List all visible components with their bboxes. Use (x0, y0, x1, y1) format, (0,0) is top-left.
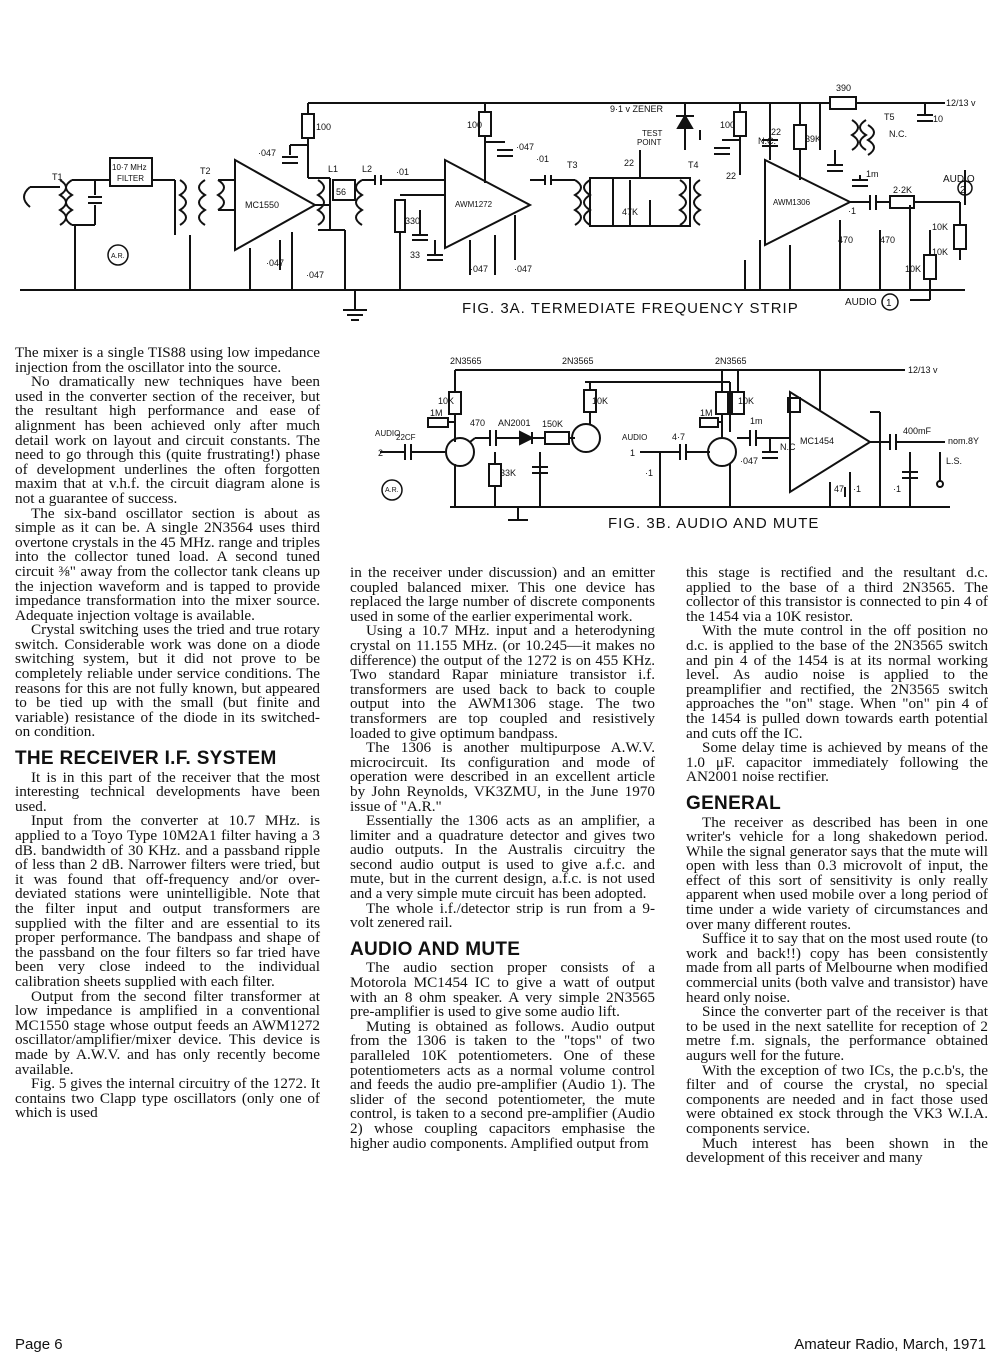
r22k-label: 2·2K (893, 185, 913, 195)
col2-paragraph-5: The whole i.f./detector strip is run from a 9-volt zenered rail. (350, 899, 655, 932)
col3-paragraph-3: Some delay time is achieved by means of the 1.0 μF. capacitor immediately following the AN2001 noise rectifier. (686, 739, 988, 786)
audio-in-number: 2 (378, 448, 384, 458)
c047d-label: ·047 (516, 142, 535, 152)
fig3b-ar-text: A.R. (385, 487, 399, 494)
t1-label: T1 (52, 172, 63, 182)
q3-label: 2N3565 (715, 356, 747, 366)
c470b-label: 470 (880, 235, 896, 245)
testpoint-label-2: POINT (637, 138, 662, 147)
q2-label: 2N3565 (562, 356, 594, 366)
col1-paragraph-6: Input from the converter at 10.7 MHz. is applied to a Toyo Type 10M2A1 filter having a 3 dB. bandwidth of 30 KHz. and a passband ripple of less than 2 dB. Narrower filters were tried, but it was found that off-frequency and/or over-deviated stations were unintelligible. Note that the filter input and output transformers are supplied with the filter and are essential to its proper performance. The bandpass and shape of the passband on the four filters so far tried have been very close indeed to the individual calibration sheets supplied with each filter. (15, 812, 320, 990)
c22-label: 22CF (396, 433, 416, 442)
col2-paragraph-6: The audio section proper consists of a Motorola MC1454 IC to give a watt of output with an 8 ohm speaker. A very simple 2N3565 pre-amplifier is used to give some audio lift. (350, 959, 655, 1021)
fig3b-c1m-label: 1m (750, 416, 763, 426)
c400-label: 400mF (903, 426, 932, 436)
col2-paragraph-4: Essentially the 1306 acts as an amplifier, a limiter and a quadrature detector and gives two audio outputs. In the Australis circuitry the second audio output is used to give a.f.c. and mute, but in the current design, a.f.c. is not used and a very simple mute circuit has been adopted. (350, 812, 655, 903)
c1c-label: ·1 (893, 484, 902, 494)
c1-label: ·1 (645, 468, 654, 478)
supply-label: 12/13 v (946, 98, 976, 108)
c1b-label: ·1 (853, 484, 862, 494)
awm1306-label: AWM1306 (773, 198, 811, 207)
c047c-label: ·047 (306, 270, 325, 280)
c047e-label: ·047 (470, 264, 489, 274)
r390-label: 390 (836, 83, 852, 93)
c22b-label: 22 (726, 171, 737, 181)
text-column-3 (686, 566, 988, 1166)
audio2-label: AUDIO (943, 174, 975, 185)
col3-paragraph-1: this stage is rectified and the resultant d.c. applied to the base of a third 2N3565. The collector of this transistor is connected to pin 4 of the 1454 via a 10K resistor. (686, 564, 988, 625)
text-column-2 (350, 566, 655, 1151)
r10k1-label: 10K (438, 396, 455, 406)
text-column-1 (15, 346, 320, 1121)
publication-footer: Amateur Radio, March, 1971 (794, 1336, 986, 1353)
col3-paragraph-5: Suffice it to say that on the most used route (to work and back!!) copy has been consistently made from all parts of Melbourne when modified commercial units (both valve and transistor) have heard only noise. (686, 930, 988, 1006)
c56-label: 56 (336, 187, 347, 197)
t2-label: T2 (200, 166, 211, 176)
nc1-label: N.C. (758, 136, 776, 146)
c470a-label: 470 (838, 235, 854, 245)
col1-paragraph-8: Fig. 5 gives the internal circuitry of the 1272. It contains two Clapp type oscillators (only one of which is used (15, 1075, 320, 1122)
col2-paragraph-7: Muting is obtained as follows. Audio output from the 1306 is taken to the "tops" of two paralleled 10K potentiometers. One of these potentiometers acts as a normal volume control and feeds the audio pre-amplifier (Audio 1). The slider of the second potentiometer, the mute control, is taken to a second pre-amplifier (Audio 2) whose coupling capacitors emphasise the higher audio components. Amplified output from (350, 1017, 655, 1152)
page-number: Page 6 (15, 1336, 63, 1353)
col2-paragraph-2: Using a 10.7 MHz. input and a heterodyning crystal on 11.155 MHz. (or 10.245—it makes no difference) the output of the 1272 is on 455 KHz. Two standard Rapar miniature transistor i.f. transformers are used back to back to couple output into the AWM1306 stage. The two transformers are top coupled and resistively loaded to give optimum bandpass. (350, 622, 655, 742)
col1-paragraph-2: No dramatically new techniques have been used in the converter section of the receiver, but the resultant high performance and ease of alignment has been achieved only after much detail work on layout and circuit constants. The need to go through this (quite frustrating!) phase of development underlines the often forgotten maxim that at v.h.f. the circuit diagram alone is not a guarantee of success. (15, 373, 320, 507)
r33k-label: 33K (500, 468, 517, 478)
col1-paragraph-1: The mixer is a single TIS88 using low impedance injection from the oscillator into the source. (15, 344, 320, 376)
audio2-number: 2 (960, 185, 966, 196)
r39k-label: 39K (805, 134, 822, 144)
q1-label: 2N3565 (450, 356, 482, 366)
col3-paragraph-7: With the exception of two ICs, the p.c.b's, the filter and of course the crystal, no special components are needed and in fact those used were obtained ex stock through the VK3 W.I.A. components service. (686, 1061, 988, 1137)
c01a-label: ·01 (396, 167, 410, 177)
l1-label: L1 (328, 164, 339, 174)
ls-label: L.S. (946, 456, 963, 466)
audio-in-label: AUDIO (375, 429, 401, 438)
r100a-label: 100 (316, 122, 332, 132)
audio1-label: AUDIO (845, 297, 877, 308)
an2001-label: AN2001 (498, 418, 531, 428)
col3-paragraph-4: The receiver as described has been in one writer's vehicle for a long shakedown period. While the signal generator says that the mute will open with less than 0.3 microvolt of input, the effect of this sort of sensitivity is only really apparent when used mobile over a long period of time under a wide variety of circumstances and over many different routes. (686, 813, 988, 933)
audio1-number: 1 (886, 298, 892, 309)
col1-paragraph-3: The six-band oscillator section is about as simple as it can be. A single 2N3564 uses third overtone crystals in the 45 MHz. range and triples into the collector tuned load. A second tuned circuit ⅜" away from the collector tank cleans up the injection waveform and is tapped to provide impedance transformation into the mixer source. Adequate injection voltage is available. (15, 504, 320, 624)
col2-paragraph-3: The 1306 is another multipurpose A.W.V. microcircuit. Its configuration and mode of operation were described in an excellent article by John Reynolds, VK3ZMU, in the June 1970 issue of "A.R." (350, 739, 655, 815)
fig3b-supply-label: 12/13 v (908, 365, 938, 375)
c01c-label: ·1 (848, 206, 857, 216)
testpoint-label: TEST (642, 129, 663, 138)
r47k-label: 47K (622, 207, 639, 217)
r10k3-label: 10K (738, 396, 755, 406)
heading-receiver-if-system: THE RECEIVER I.F. SYSTEM (15, 748, 277, 770)
r1m-label: 1M (430, 408, 443, 418)
filter-label: 10·7 MHz (112, 163, 147, 172)
t5-label: T5 (884, 112, 895, 122)
t4-label: T4 (688, 160, 699, 170)
c10-label: 10 (933, 114, 944, 124)
col3-paragraph-8: Much interest has been shown in the development of this receiver and many (686, 1134, 988, 1167)
c1m-label: 1m (866, 169, 879, 179)
heading-audio-and-mute: AUDIO AND MUTE (350, 938, 521, 960)
col3-paragraph-2: With the mute control in the off position no d.c. is applied to the base of the 2N3565 switch and pin 4 of the 1454 is at its normal working level. As audio noise is applied to the preamplifier and rectified, the 2N3565 switch approaches the "on" stage. When "on" pin 4 of the 1454 is pulled down towards earth potential and cuts off the IC. (686, 622, 988, 742)
col3-paragraph-6: Since the converter part of the receiver is that to be used in the next satellite for reception of 2 metre f.m. signals, the performance obtained augurs well for the future. (686, 1003, 988, 1064)
nom-label: nom.8Y (948, 436, 980, 446)
c22c-label: 22 (771, 127, 782, 137)
ar-logo-text: A.R. (111, 253, 125, 260)
filter-label-2: FILTER (117, 174, 144, 183)
fig3a-caption: FIG. 3A. TERMEDIATE FREQUENCY STRIP (462, 300, 799, 317)
r150k-label: 150K (542, 419, 564, 429)
c22a-label: 22 (624, 158, 635, 168)
r100b-label: 100 (467, 120, 483, 130)
r1m2-label: 1M (700, 408, 713, 418)
c47-label: 4·7 (672, 432, 686, 442)
mc1550-label: MC1550 (245, 200, 280, 210)
r10kc-label: 10K (905, 264, 922, 274)
fig3b-nc-label: N.C (780, 442, 796, 452)
c330-label: 330 (405, 216, 421, 226)
t3-label: T3 (567, 160, 578, 170)
r10k2-label: 10K (592, 396, 609, 406)
nc2-label: N.C. (889, 129, 907, 139)
mc1454-label: MC1454 (800, 436, 835, 446)
c470-label: 470 (470, 418, 486, 428)
c33-label: 33 (410, 250, 421, 260)
col1-paragraph-7: Output from the second filter transformer at low impedance is amplified in a conventional MC1550 stage whose output feeds an AWM1272 oscillator/amplifier/mixer device. This device is made by A.W.V. and has only recently become available. (15, 987, 320, 1078)
r10ka-label: 10K (932, 222, 949, 232)
p47-label: 47 (834, 484, 845, 494)
audio1-in-label: AUDIO (622, 433, 648, 442)
l2-label: L2 (362, 164, 373, 174)
c01b-label: ·01 (536, 154, 550, 164)
c047f-label: ·047 (514, 264, 533, 274)
zener-label: 9·1 v ZENER (610, 104, 664, 114)
col1-paragraph-4: Crystal switching uses the tried and true rotary switch. Considerable work was done on a diode switching system, but it did not prove to be completely reliable under service conditions. The reasons for this are not fully known, but appeared to be tied up with the small (but finite and variable) resistance of the diode in its switched-on condition. (15, 621, 320, 741)
c047a-label: ·047 (258, 148, 277, 158)
figure-3b-audio-mute-schematic (350, 352, 990, 530)
heading-general: GENERAL (686, 792, 781, 814)
audio1-in-number: 1 (630, 448, 636, 458)
col2-paragraph-1: in the receiver under discussion) and an emitter coupled balanced mixer. This one device has replaced the large number of discrete components used in some of the earlier experimental work. (350, 564, 655, 625)
figure-3a-if-strip-schematic (0, 0, 1000, 330)
fig3b-caption: FIG. 3B. AUDIO AND MUTE (608, 515, 820, 532)
c047-label: ·047 (740, 456, 759, 466)
c047b-label: ·047 (266, 258, 285, 268)
r10kb-label: 10K (932, 247, 949, 257)
r100c-label: 100 (720, 120, 736, 130)
col1-paragraph-5: It is in this part of the receiver that the most interesting technical developments have been used. (15, 768, 320, 815)
awm1272-label: AWM1272 (455, 200, 493, 209)
